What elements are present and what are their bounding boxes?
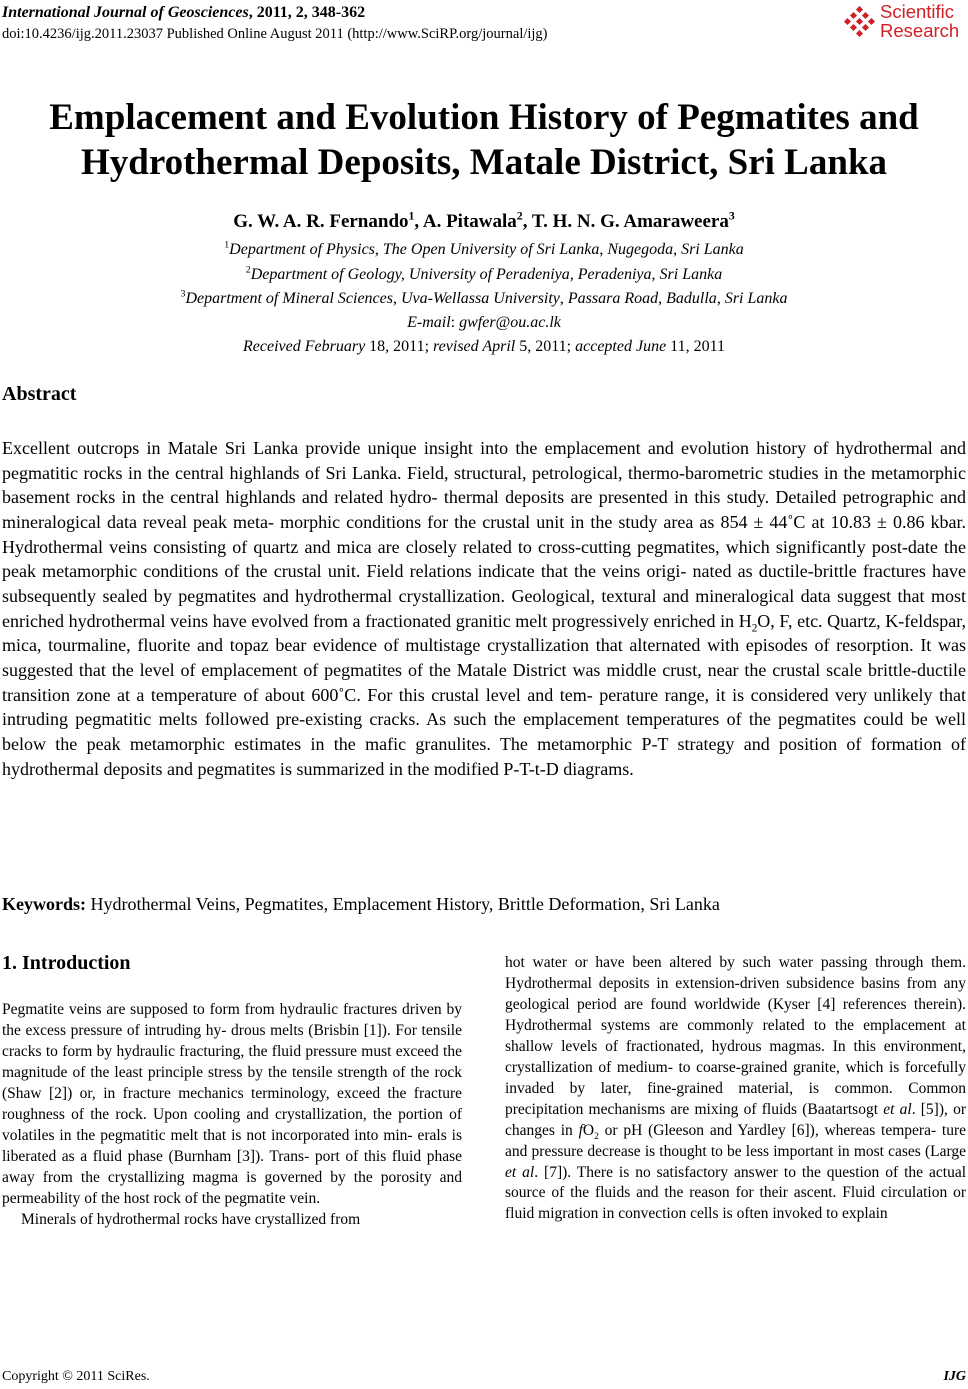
author-2-sup: 2 [516, 209, 523, 223]
keywords [2, 892, 720, 916]
author-3: T. H. N. G. Amaraweera [531, 211, 729, 232]
email-label: E-mail [407, 314, 451, 331]
doi-line: doi:10.4236/ijg.2011.23037 Published Online August 2011 (http://www.SciRP.org/journal/ijg) [2, 26, 548, 42]
abstract-heading: Abstract [2, 383, 77, 405]
title-line1: Emplacement and Evolution History of Pegmatites and [49, 97, 919, 138]
footer-copyright: Copyright © 2011 SciRes. [2, 1369, 150, 1384]
title-line2: Hydrothermal Deposits, Matale District, Sri Lanka [80, 142, 888, 183]
journal-header [2, 3, 365, 23]
journal-name: International Journal of Geosciences [2, 4, 249, 21]
author-list: G. W. A. R. Fernando$^1$, A. Pitawala$^2$, T. H. N. G. Amaraweera$^3$ [233, 209, 735, 232]
intro-paragraph-1: Pegmatite veins are supposed to form from hydraulic fractures driven by the excess pressure of intruding hy- drous melts (Brisbin [1]). For tensile cracks to form by hydraulic fracturing, the fluid pressure must exceed the magnitude of the least principle stress by the tensile strength of the rock (Shaw [2]) or, in fracture mechanics terminology, exceed the fracture roughness of the rock. Upon cooling and crystallization, the portion of volatiles in the pegmatitic melt that is not incorporated into min- erals is liberated as a fluid phase (Burnham [3]). Trans- port of this fluid phase away from the crystallizing magma is governed by the porosity and permeability of the host rock of the pegmatite vein. [2, 1001, 462, 1207]
keywords-label: Keywords: [2, 894, 86, 914]
author-1: G. W. A. R. Fernando [233, 211, 409, 232]
email-line: E-mail: gwfer@ou.ac.lk [407, 314, 561, 331]
keywords-text: Hydrothermal Veins, Pegmatites, Emplacement History, Brittle Deformation, Sri Lanka [90, 894, 720, 914]
footer-journal-abbr: IJG [943, 1369, 966, 1384]
left-column [2, 1000, 462, 1230]
abstract-body: Excellent outcrops in Matale Sri Lanka provide unique insight into the emplacement and evolution history of hydrothermal and pegmatitic rocks in the central highlands of Sri Lanka. Field, structural, petrological, thermo-barometric studies in the metamorphic basement rocks in the central highlands and related hydro- thermal deposits are presented in this study. Detailed petrographic and mineralogical data reveal peak meta- morphic conditions for the crustal unit in the study area as 854 ± 44˚C at 10.83 ± 0.86 kbar. Hydrothermal veins consisting of quartz and mica are closely related to cross-cutting pegmatites, which significantly post-date the peak metamorphic conditions of the crustal unit. Field relations indicate that the veins origi- nated as ductile-brittle fractures have subsequently sealed by pegmatites and hydrothermal crystallization. Geological, textural and mineralogical data suggest that most enriched hydrothermal veins have evolved from a fractionated granitic melt progressively enriched in $H_2O$, F, etc. Quartz, K-feldspar, mica, tourmaline, fluorite and topaz bear evidence of multistage crystallization that alternated with episodes of resorption. It was suggested that the level of emplacement of pegmatites of the Matale District was middle crust, near the crustal scale brittle-ductile transition zone at a temperature of about 600˚C. For this crustal level and tem- perature range, it is considered very unlikely that intruding pegmatitic melts followed pre-existing cracks. As such the emplacement temperatures of the pegmatites could be well below the peak metamorphic estimates in the mafic granulites. The metamorphic P-T strategy and position of formation of hydrothermal deposits and pegmatites is summarized in the modified P-T-t-D diagrams. [2, 438, 966, 779]
publisher-logo [842, 0, 966, 44]
section-heading-introduction: 1. Introduction [2, 952, 131, 974]
intro-paragraph-continued: hot water or have been altered by such water passing through them. Hydrothermal deposits in extension-driven subsidence basins from any geological period are found worldwide (Kyser [4] references therein). Hydrothermal systems are commonly related to the emplacement at shallow levels of fractionated, hydrous magmas. In this environment, crystallization of medium- to coarse-grained granite, which is forcefully invaded by later, fine-grained material, is common. Common precipitation mechanisms are mixing of fluids (Baatartsogt et al. [5]), or changes in $fO_2$ or pH (Gleeson and Yardley [6]), whereas tempera- ture and pressure decrease is thought to be less important in most cases (Large et al. [7]). There is no satisfactory answer to the question of the actual source of the fluids and the reason for their ascent. Fluid circulation or fluid migration in convection cells is often invoked to explain [505, 954, 967, 1223]
affiliation-2: $^2$Department of Geology, University of Peradeniya, Peradeniya, Sri Lanka [245, 264, 723, 283]
author-1-sup: 1 [408, 209, 415, 223]
logo-line2: Research [880, 20, 960, 41]
author-3-sup: 3 [728, 209, 735, 223]
dates-line: Received February 18, 2011; revised April 5, 2011; accepted June 11, 2011 [243, 338, 725, 355]
right-column [505, 953, 966, 1225]
paper-title [0, 95, 968, 185]
affiliation-1: $^1$Department of Physics, The Open University of Sri Lanka, Nugegoda, Sri Lanka [224, 239, 744, 258]
scirp-logo-icon [842, 6, 876, 40]
logo-text [880, 2, 959, 40]
volume-info: , 2011, 2, 348-362 [248, 4, 366, 21]
intro-paragraph-2: Minerals of hydrothermal rocks have crystallized from [21, 1210, 361, 1228]
email-address[interactable]: gwfer@ou.ac.lk [459, 314, 561, 331]
affiliation-3: $^3$Department of Mineral Sciences, Uva-Wellassa University, Passara Road, Badulla, Sri Lanka [180, 288, 788, 307]
author-2: A. Pitawala [422, 211, 517, 232]
logo-line1: Scientific [880, 1, 955, 22]
